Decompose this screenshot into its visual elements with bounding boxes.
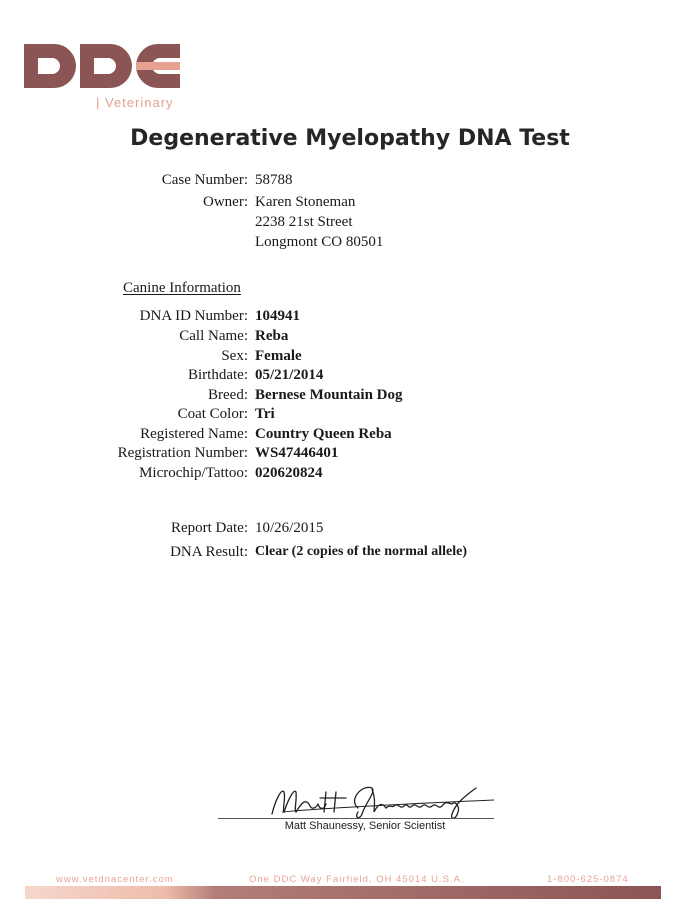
coat-color-label: Coat Color: xyxy=(177,406,248,422)
sex-value: Female xyxy=(255,348,302,364)
registration-number-value: WS47446401 xyxy=(255,445,339,461)
registered-name-value: Country Queen Reba xyxy=(255,426,392,442)
breed-value: Bernese Mountain Dog xyxy=(255,387,403,403)
case-number-value: 58788 xyxy=(255,172,293,188)
birthdate-label: Birthdate: xyxy=(188,367,248,383)
signature-line xyxy=(218,818,494,819)
footer-website: www.vetdnacenter.com xyxy=(56,874,174,885)
microchip-label: Microchip/Tattoo: xyxy=(139,465,248,481)
owner-city: Longmont CO 80501 xyxy=(255,234,384,250)
coat-color-value: Tri xyxy=(255,406,275,422)
footer-address: One DDC Way Fairfield, OH 45014 U.S.A. xyxy=(249,874,465,885)
dna-id-label: DNA ID Number: xyxy=(139,308,248,324)
document-title: Degenerative Myelopathy DNA Test xyxy=(130,126,570,151)
ddc-logo-mark xyxy=(24,40,184,96)
owner-street: 2238 21st Street xyxy=(255,214,353,230)
birthdate-value: 05/21/2014 xyxy=(255,367,324,383)
logo-subtitle: | Veterinary xyxy=(96,95,174,110)
sex-label: Sex: xyxy=(221,348,248,364)
dna-id-value: 104941 xyxy=(255,308,300,324)
registered-name-label: Registered Name: xyxy=(140,426,248,442)
report-date-label: Report Date: xyxy=(170,520,248,536)
call-name-label: Call Name: xyxy=(179,328,248,344)
footer-phone: 1-800-625-0874 xyxy=(547,874,629,885)
dna-result-label: DNA Result: xyxy=(170,544,248,560)
dna-result-value: Clear (2 copies of the normal allele) xyxy=(255,544,468,559)
footer-color-bar xyxy=(25,886,661,899)
owner-label: Owner: xyxy=(203,194,248,210)
call-name-value: Reba xyxy=(255,328,289,344)
case-number-label: Case Number: xyxy=(161,172,248,188)
microchip-value: 020620824 xyxy=(255,465,323,481)
canine-info-heading: Canine Information xyxy=(123,280,241,296)
ddc-logo xyxy=(24,40,184,114)
signatory-name: Matt Shaunessy, Senior Scientist xyxy=(284,820,446,832)
registration-number-label: Registration Number: xyxy=(117,445,248,461)
owner-name: Karen Stoneman xyxy=(255,194,356,210)
breed-label: Breed: xyxy=(208,387,248,403)
report-date-value: 10/26/2015 xyxy=(255,520,324,536)
